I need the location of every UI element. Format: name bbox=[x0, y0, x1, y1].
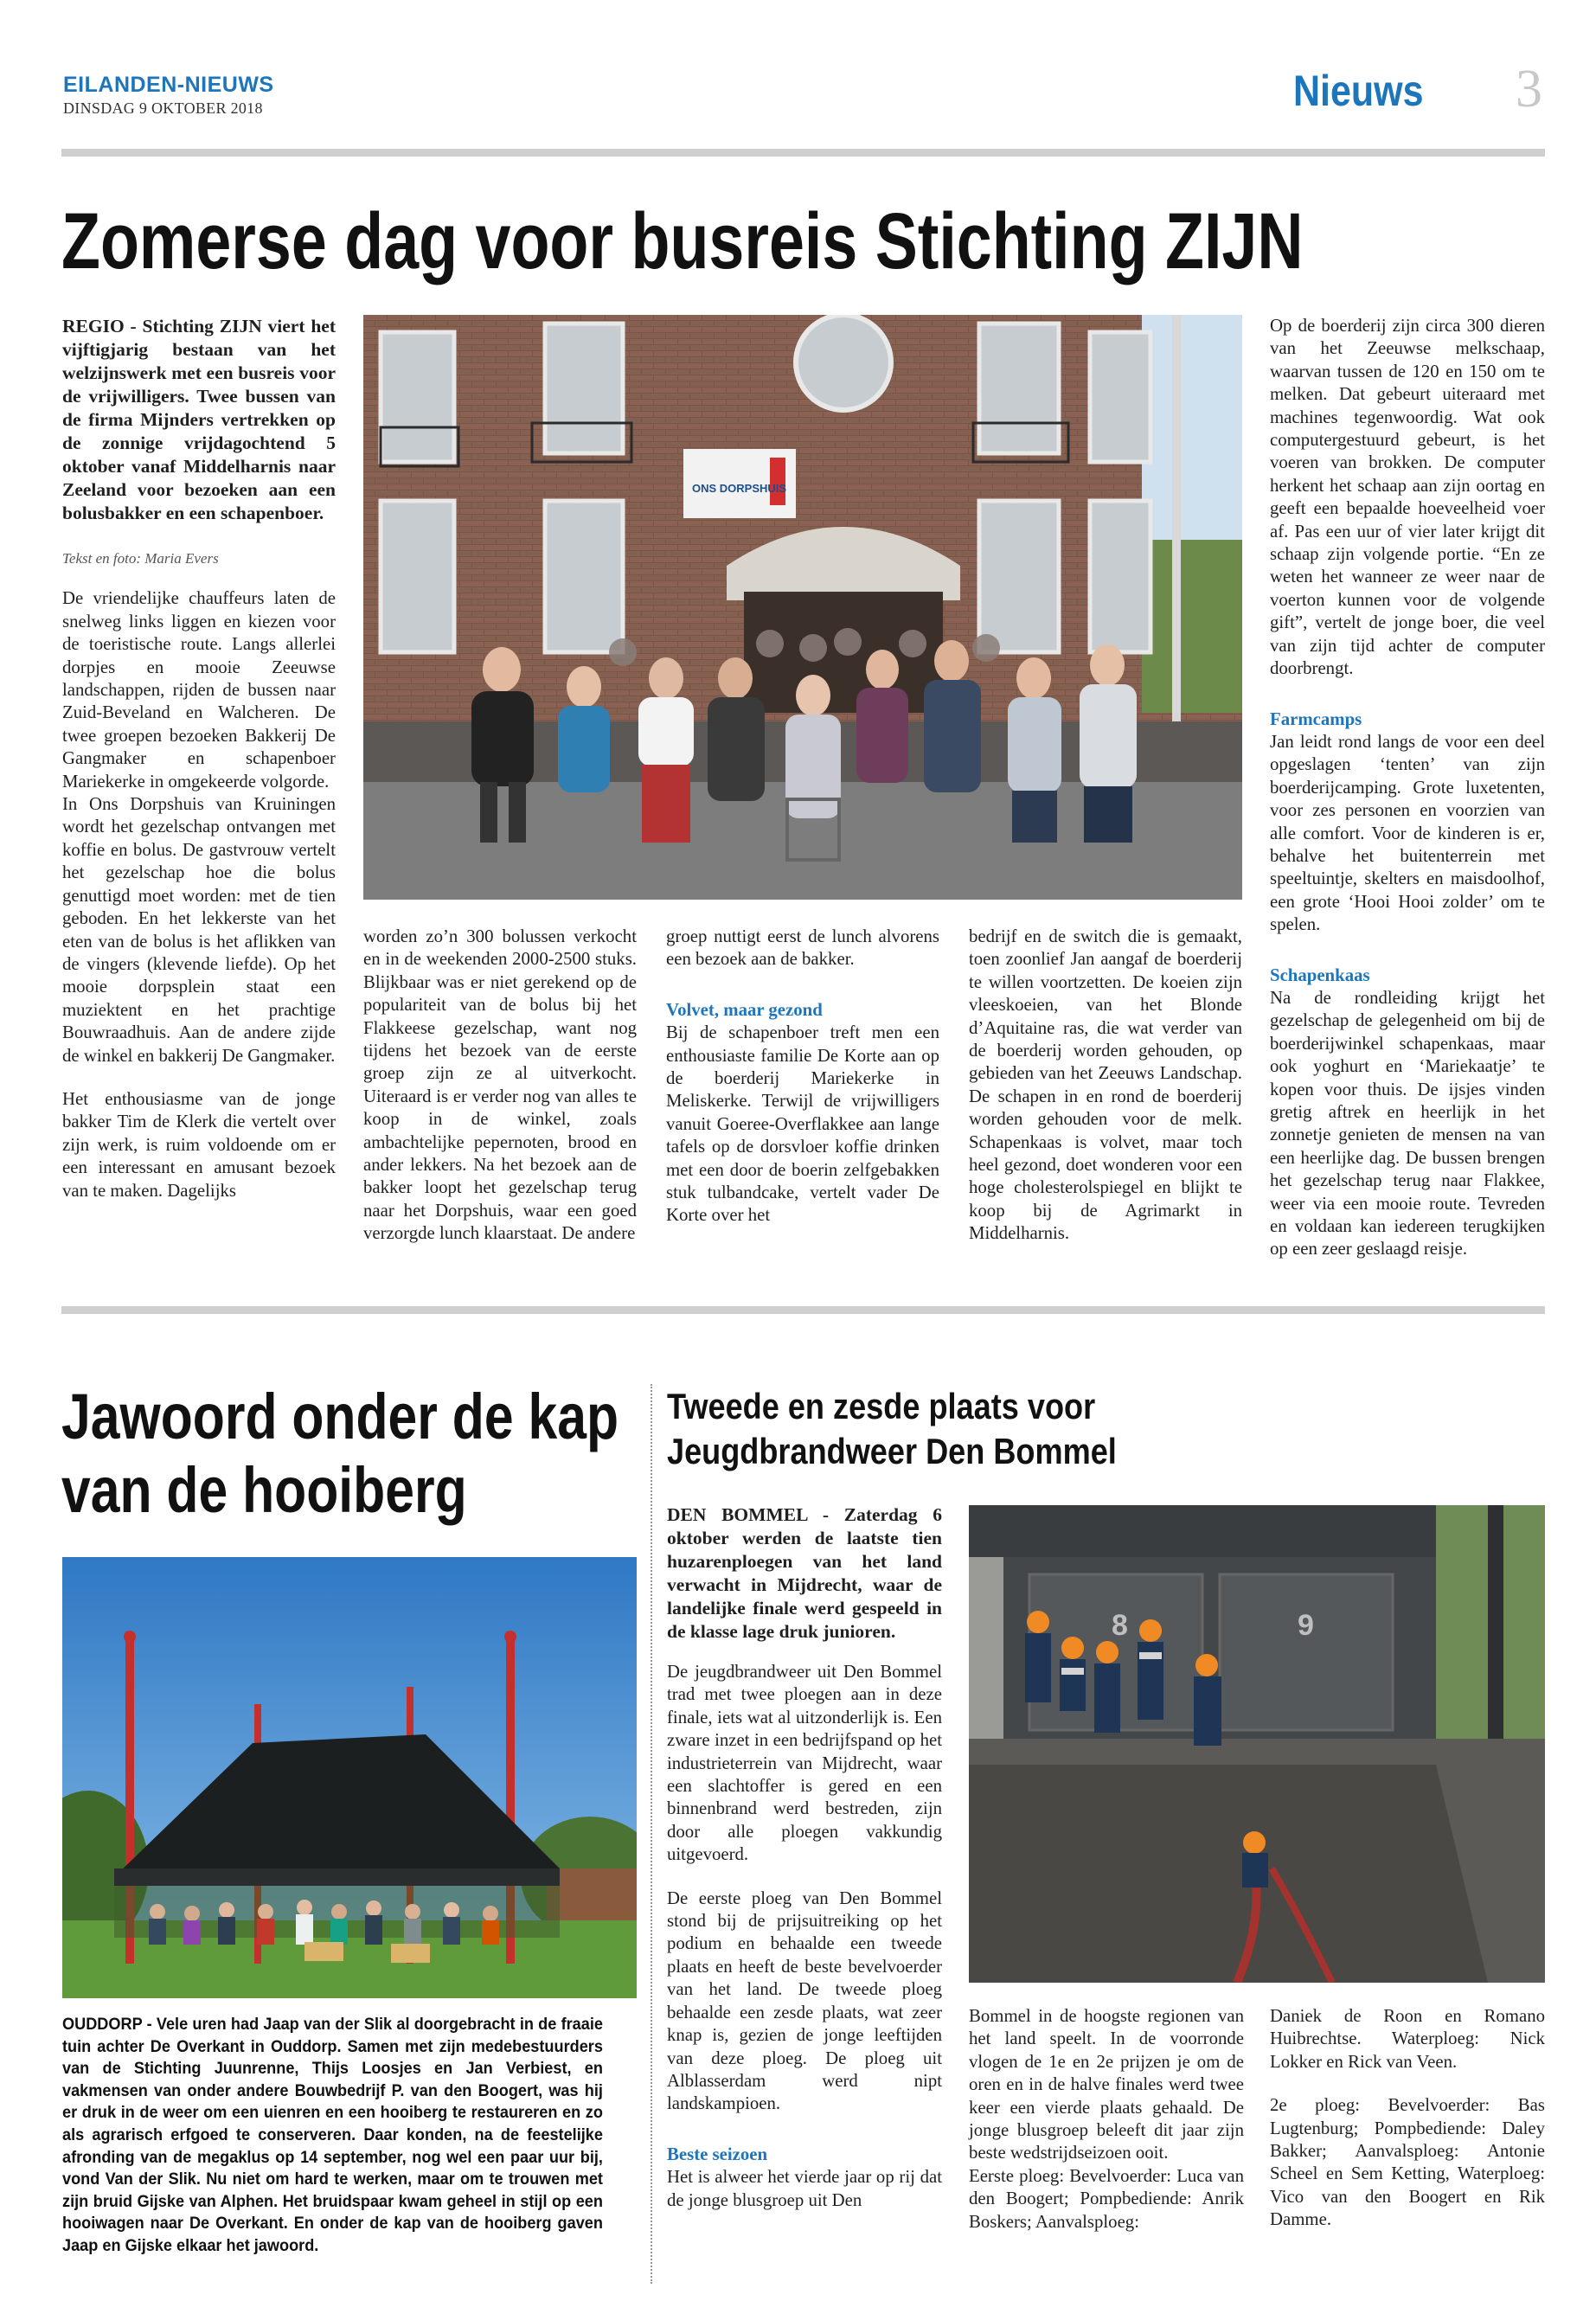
article3-paragraph: Eerste ploeg: Bevelvoerder: Luca van den Boogert; Pompbediende: Anrik Boskers; Aanvalsploeg: bbox=[969, 2165, 1244, 2232]
article3-paragraph: Bommel in de hoogste regionen van het land speelt. In de voorronde vlogen de 1e en 2e prijzen je om de oren en in de halve finales werd twee keer een vierde plaats gehaald. De jonge blusgroep beleeft dit jaar zijn beste wedstrijdseizoen ooit. bbox=[969, 2006, 1244, 2163]
article2-caption: OUDDORP - Vele uren had Jaap van der Slik al doorgebracht in de fraaie tuin achter De Overkant in Ouddorp. Samen met zijn medebestuurders van de Stichting Juunrenne, Thijs Loosjes en Jan Verbiest, en vakmensen van onder andere Bouwbedrijf P. van den Boogert, was hij er druk in de weer om een uienren en een hooiberg te restaureren en zo als agrarisch erfgoed te conserveren. Daar konden, na de feestelijke afronding van de megaklus op 14 september, nog wel een paar uur bij, vond Van der Slik. Nu niet om hard te werken, maar om te trouwen met zijn bruid Gijske van Alphen. Het bruidspaar kwam geheel in stijl op een hooiwagen naar De Overkant. En onder de kap van de hooiberg gaven Jaap en Gijske elkaar het jawoord. bbox=[62, 2015, 603, 2255]
masthead-brand: EILANDEN-NIEUWS bbox=[63, 73, 274, 97]
article3-subhead: Beste seizoen bbox=[667, 2144, 768, 2164]
brandweer-photo bbox=[969, 1505, 1545, 1983]
article3-headline-line2: Jeugdbrandweer Den Bommel bbox=[667, 1431, 1117, 1472]
article3-column3 bbox=[1270, 2005, 1545, 2232]
photo-sign-text: ONS DORPSHUIS bbox=[692, 482, 787, 495]
article3-paragraph: De jeugdbrandweer uit Den Bommel trad met twee ploegen aan in deze finale, iets wat al uitzonderlijk is. Een zware inzet in een bedrijfspand op het industrieterrein van Mijdrecht, waar een slachtoffer is gered en een binnenbrand werd bestreden, zijn door alle ploegen vakkundig uitgevoerd. bbox=[667, 1662, 942, 1865]
article1-paragraph: In Ons Dorpshuis van Kruiningen wordt het gezelschap ontvangen met koffie en bolus. De gastvrouw vertelt het gezelschap hoe die bolus genuttigd moet worden: met de tien geboden. En het lekkerste van het eten van de bolus is het aflikken van de vingers (klevende liefde). Op het mooie dorpsplein staat een muziektent en het prachtige Bouwraadhuis. Aan de andere zijde de winkel en bakkerij De Gangmaker. bbox=[62, 794, 336, 1066]
article1-paragraph: bedrijf en de switch die is gemaakt, toen zoonlief Jan aangaf de boerderij te willen voortzetten. De koeien zijn vleeskoeien, van het Blonde d’Aquitaine ras, die wat verder van de boerderij worden gehouden, op gebieden van het Zeeuws Landschap. De schapen in en rond de boerderij worden gehouden voor de melk. Schapenkaas is volvet, maar toch heel gezond, doet wonderen voor een hoge cholesterolspiegel en blijkt te koop bij de Agrimarkt in Middelharnis. bbox=[969, 926, 1242, 1244]
hooiberg-photo bbox=[62, 1557, 637, 1998]
article1-column1 bbox=[62, 315, 336, 1202]
door-number-9: 9 bbox=[1298, 1609, 1314, 1642]
article3-column1 bbox=[667, 1503, 942, 2212]
article1-subhead: Schapenkaas bbox=[1270, 965, 1370, 985]
article1-paragraph: Na de rondleiding krijgt het gezelschap de gelegenheid om bij de boerderijwinkel schapenkaas, maar ook yoghurt en ‘Mariekaatje’ te kopen voor thuis. De ijsjes vinden gretig aftrek en heerlijk in het zonnetje genieten de mensen na van een heerlijke dag. De bussen brengen het gezelschap terug naar Flakkee, weer via een mooie route. Tevreden en voldaan kan iedereen terugkijken op een zeer geslaagd reisje. bbox=[1270, 987, 1545, 1259]
group-photo-dorpshuis bbox=[363, 315, 1242, 900]
article1-column2 bbox=[363, 926, 637, 1246]
page-number: 3 bbox=[1516, 60, 1542, 119]
article3-lead: DEN BOMMEL - Zaterdag 6 oktober werden de laatste tien huzarenploegen van het land verwacht in Mijdrecht, waar de landelijke finale werd gespeeld in de klasse lage druk junioren. bbox=[667, 1504, 942, 1642]
article3-headline-line1: Tweede en zesde plaats voor bbox=[667, 1386, 1096, 1426]
section-label: Nieuws bbox=[1293, 67, 1424, 115]
article3-paragraph: 2e ploeg: Bevelvoerder: Bas Lugtenburg; Pompbediende: Daley Bakker; Aanvalsploeg: Antonie Scheel en Sem Ketting, Waterploeg: Vico van den Boogert en Rik Damme. bbox=[1270, 2095, 1545, 2230]
article1-headline: Zomerse dag voor busreis Stichting ZIJN bbox=[61, 197, 1304, 285]
article1-column3 bbox=[666, 926, 939, 1227]
article1-paragraph: Bij de schapenboer treft men een enthousiaste familie De Korte aan op de boerderij Mariekerke in Meliskerke. Terwijl de vrijwilligers vanuit Goeree-Overflakkee aan lange tafels op de dorsvloer koffie drinken met een door de boerin zelfgebakken stuk tulbandcake, vertelt vader De Korte over het bbox=[666, 1022, 939, 1226]
article1-subhead: Volvet, maar gezond bbox=[666, 999, 823, 1020]
article3-paragraph: Het is alweer het vierde jaar op rij dat de jonge blusgroep uit Den bbox=[667, 2167, 942, 2210]
article2-headline-line1: Jawoord onder de kap bbox=[61, 1381, 619, 1452]
article1-byline: Tekst en foto: Maria Evers bbox=[62, 550, 219, 567]
article2-headline bbox=[61, 1380, 619, 1527]
column-divider bbox=[651, 1384, 652, 2284]
article1-paragraph: De vriendelijke chauffeurs laten de snelweg links liggen en kiezen voor de toeristische route. Langs allerlei dorpjes en mooie Zeeuwse landschappen, rijden de bussen naar Zuid-Beveland en Walcheren. De twee groepen bezoeken Bakkerij De Gangmaker en schapenboer Mariekerke in omgekeerde volgorde. bbox=[62, 588, 336, 792]
article1-lead: REGIO - Stichting ZIJN viert het vijftigjarig bestaan van het welzijnswerk met een busreis voor de vrijwilligers. Twee bussen van de firma Mijnders vertrekken op de zonnige vrijdagochtend 5 oktober vanaf Middelharnis naar Zeeland voor bezoeken aan een bolusbakker en een schapenboer. bbox=[62, 316, 336, 523]
middle-rule bbox=[61, 1306, 1545, 1314]
masthead-date: DINSDAG 9 OKTOBER 2018 bbox=[63, 99, 263, 117]
door-number-8: 8 bbox=[1112, 1609, 1128, 1642]
article1-paragraph: groep nuttigt eerst de lunch alvorens een bezoek aan de bakker. bbox=[666, 926, 939, 970]
top-rule bbox=[61, 149, 1545, 157]
article3-paragraph: De eerste ploeg van Den Bommel stond bij de prijsuitreiking op het podium en behaalde een tweede plaats en heeft de beste bevelvoerder van het land. De tweede ploeg behaalde een zesde plaats, wat zeer knap is, gezien de jonge leeftijden van deze ploeg. De ploeg uit Alblasserdam werd nipt landskampioen. bbox=[667, 1888, 942, 2114]
article1-paragraph: Op de boerderij zijn circa 300 dieren van het Zeeuwse melkschaap, waarvan tussen de 120 en 150 om te melken. Dat gebeurt uiteraard met machines tegenwoordig. Wat ook computergestuurd gebeurt, is het voeren van brokken. De computer herkent het schaap aan zijn oortag en geeft een bepaalde hoeveelheid voer af. Pas een uur of vier later krijgt dit schaap zijn volgende portie. “En ze weten het wanneer ze weer naar de voerton kunnen voor de volgende gift”, vertelt de jonge boer, die veel van zijn tijd achter de computer doorbrengt. bbox=[1270, 316, 1545, 679]
article1-subhead: Farmcamps bbox=[1270, 708, 1362, 729]
article1-paragraph: Het enthousiasme van de jonge bakker Tim de Klerk die vertelt over zijn werk, is ruim voldoende om er een interessant en amusant bezoek van te maken. Dagelijks bbox=[62, 1088, 336, 1201]
article3-headline bbox=[667, 1384, 1117, 1474]
article1-column5 bbox=[1270, 315, 1545, 1261]
article1-column4 bbox=[969, 926, 1242, 1246]
article3-column2 bbox=[969, 2005, 1244, 2234]
article2-headline-line2: van de hooiberg bbox=[61, 1454, 467, 1527]
article1-paragraph: worden zo’n 300 bolussen verkocht en in de weekenden 2000-2500 stuks. Blijkbaar was er niet gerekend op de populariteit van de bolus bij het Flakkeese gezelschap, want nog tijdens het bezoek van de eerste groep zijn ze al uitverkocht. Uiteraard is er verder nog van alles te koop in de winkel, zoals ambachtelijke pepernoten, brood en ander lekkers. Na het bezoek aan de bakker loopt het gezelschap terug naar het Dorpshuis, waar een goed verzorgde lunch klaarstaat. De andere bbox=[363, 926, 637, 1244]
article3-paragraph: Daniek de Roon en Romano Huibrechtse. Waterploeg: Nick Lokker en Rick van Veen. bbox=[1270, 2006, 1545, 2072]
article1-paragraph: Jan leidt rond langs de voor een deel opgeslagen ‘tenten’ van zijn boerderijcamping. Grote luxetenten, voor zes personen en voorzien van alle comfort. Voor de kinderen is er, behalve het buitenterrein met speeltuintje, skelters en maisdoolhof, een grote ‘Hooi Hooi zolder’ om te spelen. bbox=[1270, 731, 1545, 935]
